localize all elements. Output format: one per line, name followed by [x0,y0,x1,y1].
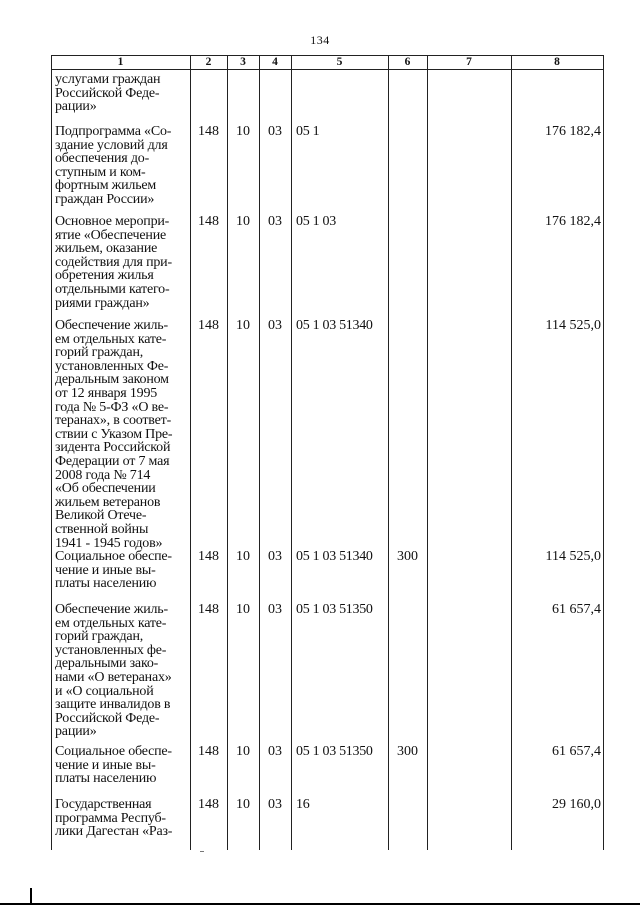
row-col-5: 05 1 03 [296,214,336,229]
row-col-4: 03 [268,549,282,564]
row-col-2: 148 [198,797,219,812]
column-divider [51,55,52,850]
row-col-3: 10 [236,744,250,759]
row-name: Обеспечение жиль- ем отдельных кате- горий граждан, установленных Фе- деральным законом от 12 января 1995 года № 5-ФЗ «О ве- теранах», в соответ- ствии с Указом Пре- зидента Российской Федерации от 7 мая 2008 года № 714 «Об обеспечении жильем ветеранов Великой Отече- ственной войны 1941 - 1945 годов» [55,318,173,551]
row-col-5: 16 [296,797,310,812]
column-divider [291,55,292,850]
row-col-8: 61 657,4 [552,744,601,759]
column-divider [190,55,191,850]
row-col-4: 03 [268,318,282,333]
page-number: 134 [310,33,330,47]
column-divider [511,55,512,850]
row-col-3: 10 [236,549,250,564]
scan-mark [200,851,204,852]
row-col-5: 05 1 [296,124,320,139]
row-name: услугами граждан Российской Феде- рации» [55,72,161,115]
row-col-4: 03 [268,744,282,759]
header-col-4: 4 [272,56,278,68]
budget-table [51,55,604,850]
row-col-4: 03 [268,124,282,139]
row-col-3: 10 [236,124,250,139]
row-col-6: 300 [397,549,418,564]
column-divider [388,55,389,850]
column-divider [603,55,604,850]
header-col-2: 2 [205,56,212,68]
row-col-5: 05 1 03 51340 [296,318,373,333]
row-col-6: 300 [397,744,418,759]
row-col-2: 148 [198,549,219,564]
row-col-2: 148 [198,214,219,229]
row-col-2: 148 [198,318,219,333]
row-col-8: 176 182,4 [545,124,601,139]
header-col-8: 8 [554,56,560,68]
header-col-7: 7 [466,56,472,68]
row-col-3: 10 [236,602,250,617]
row-col-8: 176 182,4 [545,214,601,229]
row-name: Подпрограмма «Со- здание условий для обеспечения до- ступным и ком- фортным жильем граждан России» [55,124,172,207]
row-col-3: 10 [236,797,250,812]
row-col-4: 03 [268,797,282,812]
row-name: Социальное обеспе- чение и иные вы- платы населению [55,549,172,592]
row-col-2: 148 [198,124,219,139]
row-col-5: 05 1 03 51350 [296,602,373,617]
column-divider [427,55,428,850]
row-col-4: 03 [268,214,282,229]
row-col-2: 148 [198,602,219,617]
row-col-8: 114 525,0 [545,318,601,333]
row-col-5: 05 1 03 51340 [296,549,373,564]
header-col-1: 1 [117,56,124,68]
header-bottom-border [51,69,604,70]
header-col-6: 6 [404,56,411,68]
row-name: Социальное обеспе- чение и иные вы- платы населению [55,744,172,787]
column-divider [259,55,260,850]
row-col-3: 10 [236,318,250,333]
row-col-4: 03 [268,602,282,617]
header-col-3: 3 [240,56,246,68]
row-name: Обеспечение жиль- ем отдельных кате- горий граждан, установленных фе- деральными зако- нами «О ветеранах» и «О социальной защите инвалидов в Российской Феде- рации» [55,602,172,740]
row-name: Основное меропри- ятие «Обеспечение жильем, оказание содействия для при- обретения жилья отдельными катего- риями граждан» [55,214,172,311]
row-col-5: 05 1 03 51350 [296,744,373,759]
row-col-8: 114 525,0 [545,549,601,564]
column-divider [227,55,228,850]
row-name: Государственная программа Респуб- лики Дагестан «Раз- [55,797,173,840]
row-col-8: 61 657,4 [552,602,601,617]
row-col-3: 10 [236,214,250,229]
row-col-2: 148 [198,744,219,759]
row-col-8: 29 160,0 [552,797,601,812]
header-col-5: 5 [336,56,343,68]
